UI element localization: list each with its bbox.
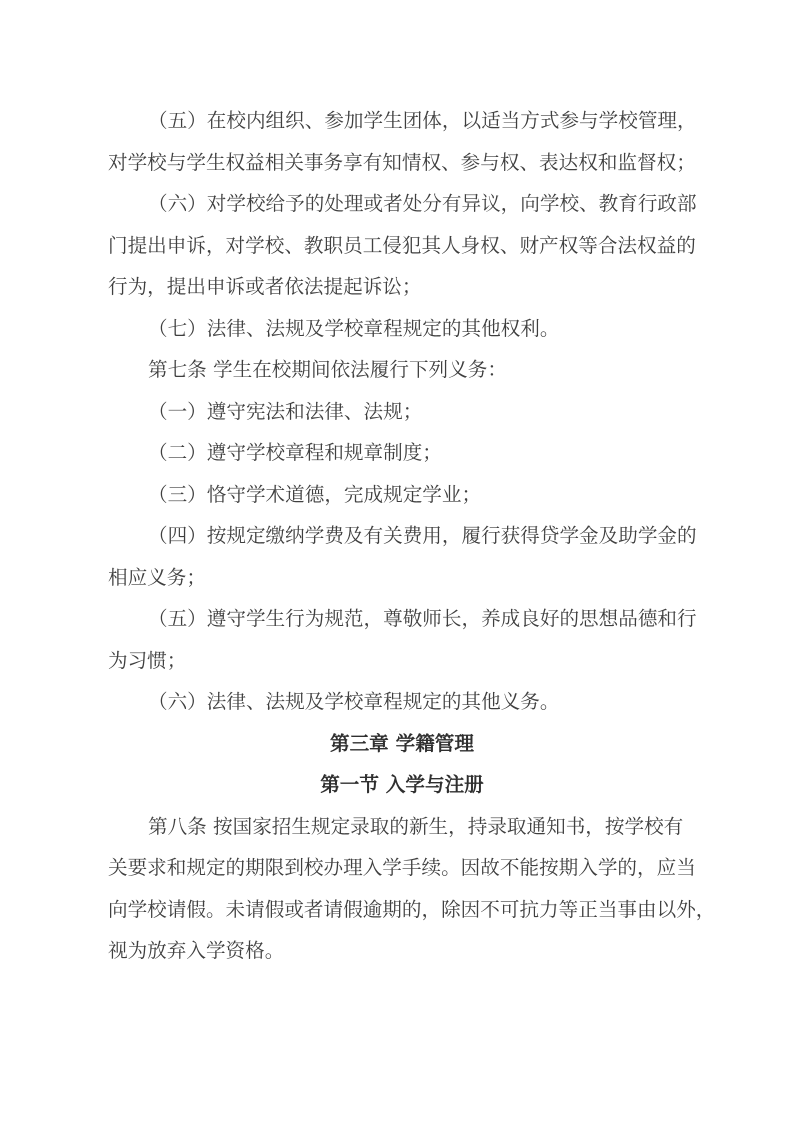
- section-heading: [108, 764, 696, 806]
- paragraph: [108, 681, 696, 723]
- text-line: （五）遵守学生行为规范，尊敬师长，养成良好的思想品德和行: [148, 607, 697, 630]
- text-line: 第七条 学生在校期间依法履行下列义务：: [148, 358, 507, 381]
- text-line: 行为，提出申诉或者依法提起诉讼；: [108, 275, 422, 298]
- text-line: （三）恪守学术道德，完成规定学业；: [148, 482, 482, 506]
- document-content: [108, 100, 716, 972]
- paragraph: [108, 515, 696, 598]
- text-line: 对学校与学生权益相关事务享有知情权、参与权、表达权和监督权；: [108, 150, 696, 174]
- text-line: （二）遵守学校章程和规章制度；: [148, 441, 442, 464]
- text-line: （五）在校内组织、参加学生团体，以适当方式参与学校管理，: [148, 109, 697, 132]
- text-line: （六）法律、法规及学校章程规定的其他义务。: [148, 690, 560, 713]
- text-line: 为习惯；: [108, 648, 187, 672]
- heading-text-line: 第三章 学籍管理: [330, 731, 474, 755]
- text-line: 视为放弃入学资格。: [108, 939, 285, 962]
- text-line: （六）对学校给予的处理或者处分有异议，向学校、教育行政部: [148, 192, 697, 215]
- paragraph: [108, 183, 696, 308]
- text-line: （七）法律、法规及学校章程规定的其他权利。: [148, 316, 560, 340]
- text-line: （四）按规定缴纳学费及有关费用，履行获得贷学金及助学金的: [148, 524, 697, 547]
- text-line: 相应义务；: [108, 565, 206, 589]
- paragraph: [108, 349, 696, 391]
- paragraph: [108, 474, 696, 516]
- paragraph: [108, 806, 716, 972]
- text-line: 门提出申诉，对学校、教职员工侵犯其人身权、财产权等合法权益的: [108, 233, 696, 257]
- text-line: （一）遵守宪法和法律、法规；: [148, 399, 423, 423]
- paragraph: [108, 100, 696, 183]
- heading-text-line: 第一节 入学与注册: [320, 773, 484, 796]
- paragraph: [108, 432, 696, 474]
- text-line: 关要求和规定的期限到校办理入学手续。因故不能按期入学的，应当: [108, 856, 696, 879]
- text-line: 向学校请假。未请假或者请假逾期的，除因不可抗力等正当事由以外，: [108, 897, 716, 921]
- paragraph: [108, 598, 696, 681]
- paragraph: [108, 391, 696, 433]
- text-line: 第八条 按国家招生规定录取的新生，持录取通知书，按学校有: [148, 814, 684, 838]
- paragraph: [108, 308, 696, 350]
- chapter-heading: [108, 723, 696, 765]
